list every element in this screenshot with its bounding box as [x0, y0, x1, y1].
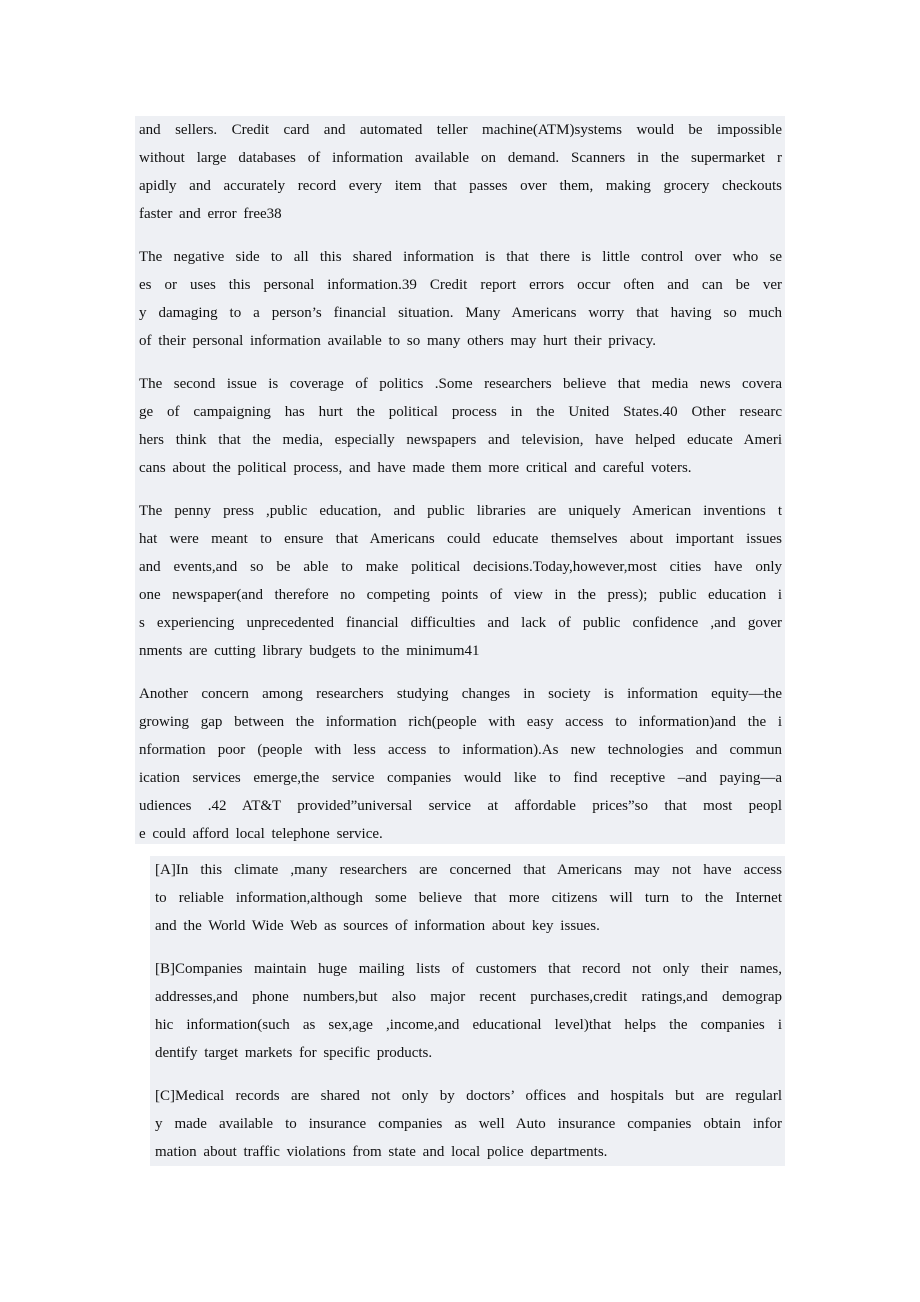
passage-body [135, 116, 785, 844]
text-line: hat were meant to ensure that Americans could educate themselves about important issues [139, 531, 782, 547]
text-line: ication services emerge,the service companies would like to find receptive –and paying—a [139, 770, 782, 786]
text-line: The second issue is coverage of politics .Some researchers believe that media news covera [139, 376, 782, 392]
text-line: to reliable information,although some believe that more citizens will turn to the Internet [155, 890, 782, 906]
text-line: hers think that the media, especially newspapers and television, have helped educate Ameri [139, 432, 782, 448]
text-line: The negative side to all this shared information is that there is little control over who se [139, 249, 782, 265]
text-line: and sellers. Credit card and automated teller machine(ATM)systems would be impossible [139, 122, 782, 138]
text-line: and the World Wide Web as sources of information about key issues. [155, 918, 600, 934]
text-line: s experiencing unprecedented financial difficulties and lack of public confidence ,and gover [139, 615, 782, 631]
text-line: nments are cutting library budgets to the minimum41 [139, 643, 480, 659]
option-paragraph [150, 856, 785, 940]
paragraph [135, 680, 785, 848]
text-line: of their personal information available to so many others may hurt their privacy. [139, 333, 656, 349]
text-line: hic information(such as sex,age ,income,and educational level)that helps the companies i [155, 1017, 782, 1033]
text-line: one newspaper(and therefore no competing points of view in the press); public education i [139, 587, 782, 603]
text-line: [A]In this climate ,many researchers are concerned that Americans may not have access [155, 862, 782, 878]
text-line: addresses,and phone numbers,but also major recent purchases,credit ratings,and demograp [155, 989, 782, 1005]
text-line: e could afford local telephone service. [139, 826, 383, 842]
text-line: y damaging to a person’s financial situation. Many Americans worry that having so much [139, 305, 782, 321]
paragraph [135, 243, 785, 355]
text-line: udiences .42 AT&T provided”universal service at affordable prices”so that most peopl [139, 798, 782, 814]
option-paragraph [150, 1082, 785, 1166]
text-line: faster and error free38 [139, 206, 282, 222]
text-line: cans about the political process, and have made them more critical and careful voters. [139, 460, 692, 476]
text-line: mation about traffic violations from state and local police departments. [155, 1144, 608, 1160]
text-line: ge of campaigning has hurt the political process in the United States.40 Other researc [139, 404, 782, 420]
text-line: [B]Companies maintain huge mailing lists of customers that record not only their names, [155, 961, 782, 977]
text-line: dentify target markets for specific products. [155, 1045, 433, 1061]
paragraph [135, 116, 785, 228]
text-line: The penny press ,public education, and public libraries are uniquely American inventions t [139, 503, 782, 519]
text-line: [C]Medical records are shared not only by doctors’ offices and hospitals but are regularl [155, 1088, 782, 1104]
text-line: es or uses this personal information.39 Credit report errors occur often and can be ver [139, 277, 782, 293]
text-line: Another concern among researchers studying changes in society is information equity—the [139, 686, 782, 702]
text-line: apidly and accurately record every item that passes over them, making grocery checkouts [139, 178, 782, 194]
paragraph [135, 497, 785, 665]
text-line: without large databases of information available on demand. Scanners in the supermarket r [139, 150, 782, 166]
text-line: and events,and so be able to make political decisions.Today,however,most cities have only [139, 559, 782, 575]
text-line: growing gap between the information rich(people with easy access to information)and the i [139, 714, 782, 730]
text-line: nformation poor (people with less access to information).As new technologies and commun [139, 742, 782, 758]
paragraph [135, 370, 785, 482]
answer-options [150, 856, 785, 1166]
option-paragraph [150, 955, 785, 1067]
text-line: y made available to insurance companies as well Auto insurance companies obtain infor [155, 1116, 782, 1132]
